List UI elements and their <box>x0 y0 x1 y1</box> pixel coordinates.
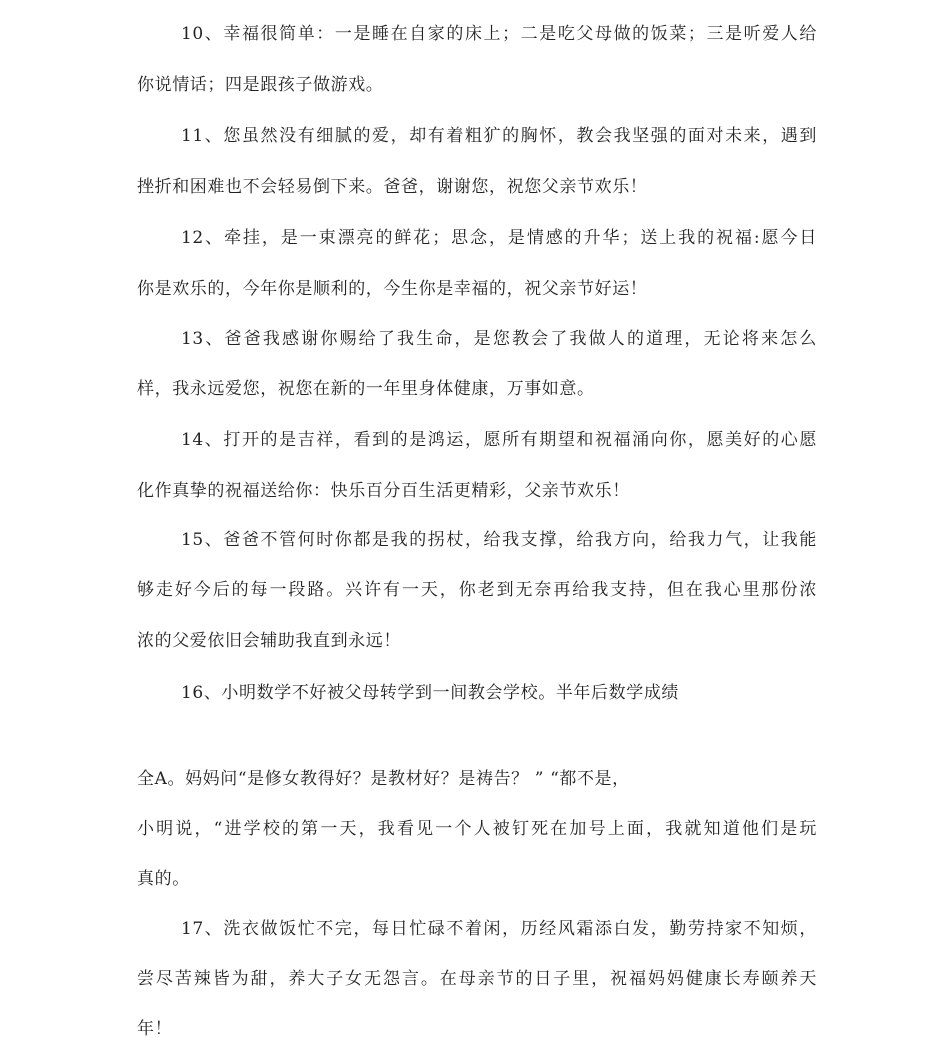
paragraph-line: 10、幸福很简单：一是睡在自家的床上；二是吃父母做的饭菜；三是听爱人给 <box>181 24 817 44</box>
paragraph-line: 12、牵挂，是一束漂亮的鲜花；思念，是情感的升华；送上我的祝福:愿今日 <box>181 228 817 248</box>
paragraph-line: 挫折和困难也不会轻易倒下来。爸爸，谢谢您，祝您父亲节欢乐！ <box>137 177 648 197</box>
paragraph-line: 尝尽苦辣皆为甜，养大子女无怨言。在母亲节的日子里，祝福妈妈健康长寿颐养天 <box>137 969 817 989</box>
paragraph-line: 你说情话；四是跟孩子做游戏。 <box>137 75 384 95</box>
paragraph-line: 够走好今后的每一段路。兴许有一天，你老到无奈再给我支持，但在我心里那份浓 <box>137 580 817 600</box>
paragraph-line: 样，我永远爱您，祝您在新的一年里身体健康，万事如意。 <box>137 379 595 399</box>
paragraph-line: 17、洗衣做饭忙不完，每日忙碌不着闲，历经风霜添白发，勤劳持家不知烦， <box>181 919 817 939</box>
paragraph-line: 浓的父爱依旧会辅助我直到永远！ <box>137 631 401 651</box>
paragraph-line: 年！ <box>137 1019 173 1039</box>
paragraph-line: 15、爸爸不管何时你都是我的拐杖，给我支撑，给我方向，给我力气，让我能 <box>181 530 817 550</box>
paragraph-line: 真的。 <box>137 869 190 889</box>
paragraph-line: 化作真挚的祝福送给你：快乐百分百生活更精彩，父亲节欢乐！ <box>137 481 630 501</box>
paragraph-line: 你是欢乐的，今年你是顺利的，今生你是幸福的，祝父亲节好运！ <box>137 279 648 299</box>
paragraph-line: 16、小明数学不好被父母转学到一间教会学校。半年后数学成绩 <box>181 683 680 703</box>
paragraph-line: 11、您虽然没有细腻的爱，却有着粗犷的胸怀，教会我坚强的面对未来，遇到 <box>181 126 817 146</box>
paragraph-line: 13、爸爸我感谢你赐给了我生命，是您教会了我做人的道理，无论将来怎么 <box>181 329 817 349</box>
paragraph-line: 全A。妈妈问“是修女教得好？是教材好？是祷告？ ” “都不是， <box>137 769 630 789</box>
paragraph-line: 14、打开的是吉祥，看到的是鸿运，愿所有期望和祝福涌向你，愿美好的心愿 <box>181 430 817 450</box>
paragraph-line: 小明说，“进学校的第一天，我看见一个人被钉死在加号上面，我就知道他们是玩 <box>137 819 817 839</box>
